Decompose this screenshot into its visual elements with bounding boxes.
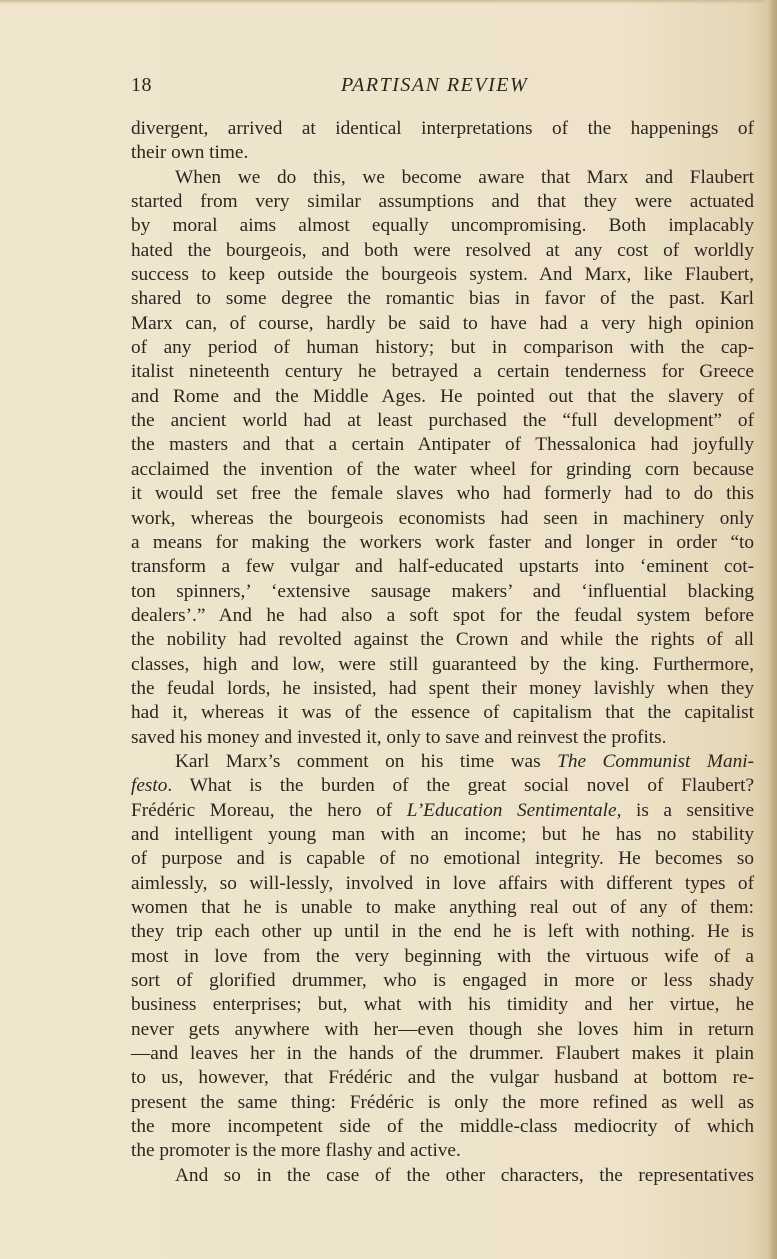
text-line — [131, 117, 754, 141]
text-span: Frédéric Moreau, the hero of — [131, 799, 407, 821]
text-span: most in love from the very beginning with the virtuous wife of a — [131, 945, 754, 967]
text-span: the feudal lords, he insisted, had spent their money lavishly when they — [131, 677, 754, 699]
text-span: had it, whereas it was of the essence of capitalism that the capitalist — [131, 702, 754, 724]
text-line — [131, 214, 754, 238]
text-span: italist nineteenth century he betrayed a certain tenderness for Greece — [131, 361, 754, 383]
text-line — [131, 507, 754, 531]
page-binding-shadow — [761, 0, 777, 1259]
text-line — [131, 701, 754, 725]
text-span: they trip each other up until in the end he is left with nothing. He is — [131, 921, 754, 943]
text-span: divergent, arrived at identical interpretations of the happenings of — [131, 118, 754, 139]
text-span: of any period of human history; but in comparison with the cap- — [131, 337, 754, 359]
text-line — [131, 920, 754, 944]
text-line — [131, 1164, 754, 1188]
italic-text: L’Education Sentimentale, — [406, 799, 622, 821]
text-line — [131, 823, 754, 847]
text-span: When we do this, we become aware that Marx and Flaubert — [175, 166, 754, 188]
text-span: transform a few vulgar and half-educated upstarts into ‘eminent cot- — [131, 556, 754, 578]
text-span: acclaimed the invention of the water wheel for grinding corn because — [131, 458, 754, 480]
text-span: saved his money and invested it, only to save and reinvest the profits. — [131, 726, 667, 748]
text-line — [131, 969, 754, 993]
text-span: Marx can, of course, hardly be said to have had a very high opinion — [131, 312, 754, 334]
text-line — [131, 336, 754, 360]
text-span: to us, however, that Frédéric and the vulgar husband at bottom re- — [131, 1067, 754, 1089]
page-top-edge — [0, 0, 777, 4]
text-line — [131, 1091, 754, 1115]
text-line — [131, 385, 754, 409]
text-line — [131, 993, 754, 1017]
text-line — [131, 263, 754, 287]
text-span: is a sensitive — [621, 799, 755, 821]
text-span: sort of glorified drummer, who is engaged in more or less shady — [131, 970, 754, 992]
text-span: present the same thing: Frédéric is only the more refined as well as — [131, 1091, 754, 1113]
text-line — [131, 604, 754, 628]
text-line — [131, 1042, 754, 1066]
text-line — [131, 531, 754, 555]
text-span: aimlessly, so will-lessly, involved in love affairs with different types of — [131, 872, 754, 894]
text-span: it would set free the female slaves who had formerly had to do this — [131, 483, 754, 505]
text-line — [131, 945, 754, 969]
text-line — [131, 1139, 754, 1163]
text-span: started from very similar assumptions and that they were actuated — [131, 191, 754, 213]
text-span: dealers’.” And he had also a soft spot for the feudal system before — [131, 604, 754, 626]
text-line — [131, 482, 754, 506]
text-line — [131, 774, 754, 798]
text-span: the promoter is the more flashy and active. — [131, 1140, 461, 1162]
text-span: And so in the case of the other characters, the representatives — [175, 1164, 754, 1186]
italic-text: The Communist Mani- — [557, 750, 754, 772]
text-span: classes, high and low, were still guaranteed by the king. Furthermore, — [131, 653, 754, 675]
text-line — [131, 653, 754, 677]
text-span: of purpose and is capable of no emotional integrity. He becomes so — [131, 848, 754, 870]
page-number: 18 — [131, 74, 152, 96]
text-line — [131, 1066, 754, 1090]
text-span: shared to some degree the romantic bias in favor of the past. Karl — [131, 288, 754, 310]
text-line — [131, 312, 754, 336]
text-line — [131, 628, 754, 652]
text-span: and Rome and the Middle Ages. He pointed out that the slavery of — [131, 385, 754, 407]
text-line — [131, 750, 754, 774]
running-head: PARTISAN REVIEW — [341, 74, 529, 96]
text-span: the masters and that a certain Antipater of Thessalonica had joyfully — [131, 434, 754, 456]
text-line — [131, 1018, 754, 1042]
text-line — [131, 287, 754, 311]
text-span: the more incompetent side of the middle-class mediocrity of which — [131, 1116, 754, 1138]
text-line — [131, 190, 754, 214]
text-line — [131, 580, 754, 604]
text-line — [131, 433, 754, 457]
text-line — [131, 872, 754, 896]
text-span: ton spinners,’ ‘extensive sausage makers’ and ‘influential blacking — [131, 580, 754, 602]
text-line — [131, 896, 754, 920]
italic-text: festo — [131, 775, 168, 797]
text-line — [131, 409, 754, 433]
text-span: business enterprises; but, what with his timidity and her virtue, he — [131, 994, 754, 1016]
text-line — [131, 677, 754, 701]
text-span: and intelligent young man with an income; but he has no stability — [131, 823, 754, 845]
text-span: a means for making the workers work faster and longer in order “to — [131, 531, 754, 553]
text-line — [131, 847, 754, 871]
text-span: their own time. — [131, 142, 249, 164]
text-line — [131, 458, 754, 482]
text-span: the nobility had revolted against the Crown and while the rights of all — [131, 629, 754, 651]
text-line — [131, 726, 754, 750]
text-line — [131, 1115, 754, 1139]
text-line — [131, 166, 754, 190]
text-span: . What is the burden of the great social novel of Flaubert? — [167, 775, 754, 797]
text-span: hated the bourgeois, and both were resolved at any cost of worldly — [131, 239, 754, 261]
text-span: women that he is unable to make anything real out of any of them: — [131, 897, 754, 918]
text-line — [131, 141, 754, 165]
text-line — [131, 360, 754, 384]
text-line — [131, 799, 754, 823]
text-span: never gets anywhere with her—even though she loves him in return — [131, 1018, 754, 1040]
text-span: Karl Marx’s comment on his time was — [175, 750, 558, 772]
text-span: success to keep outside the bourgeois system. And Marx, like Flaubert, — [131, 264, 754, 286]
text-span: —and leaves her in the hands of the drummer. Flaubert makes it plain — [131, 1043, 754, 1065]
text-span: work, whereas the bourgeois economists had seen in machinery only — [131, 507, 754, 529]
text-line — [131, 239, 754, 263]
text-span: by moral aims almost equally uncompromising. Both implacably — [131, 215, 754, 237]
text-line — [131, 555, 754, 579]
page-header — [131, 74, 754, 104]
text-span: the ancient world had at least purchased the “full development” of — [131, 410, 754, 432]
body-text — [131, 117, 754, 1188]
